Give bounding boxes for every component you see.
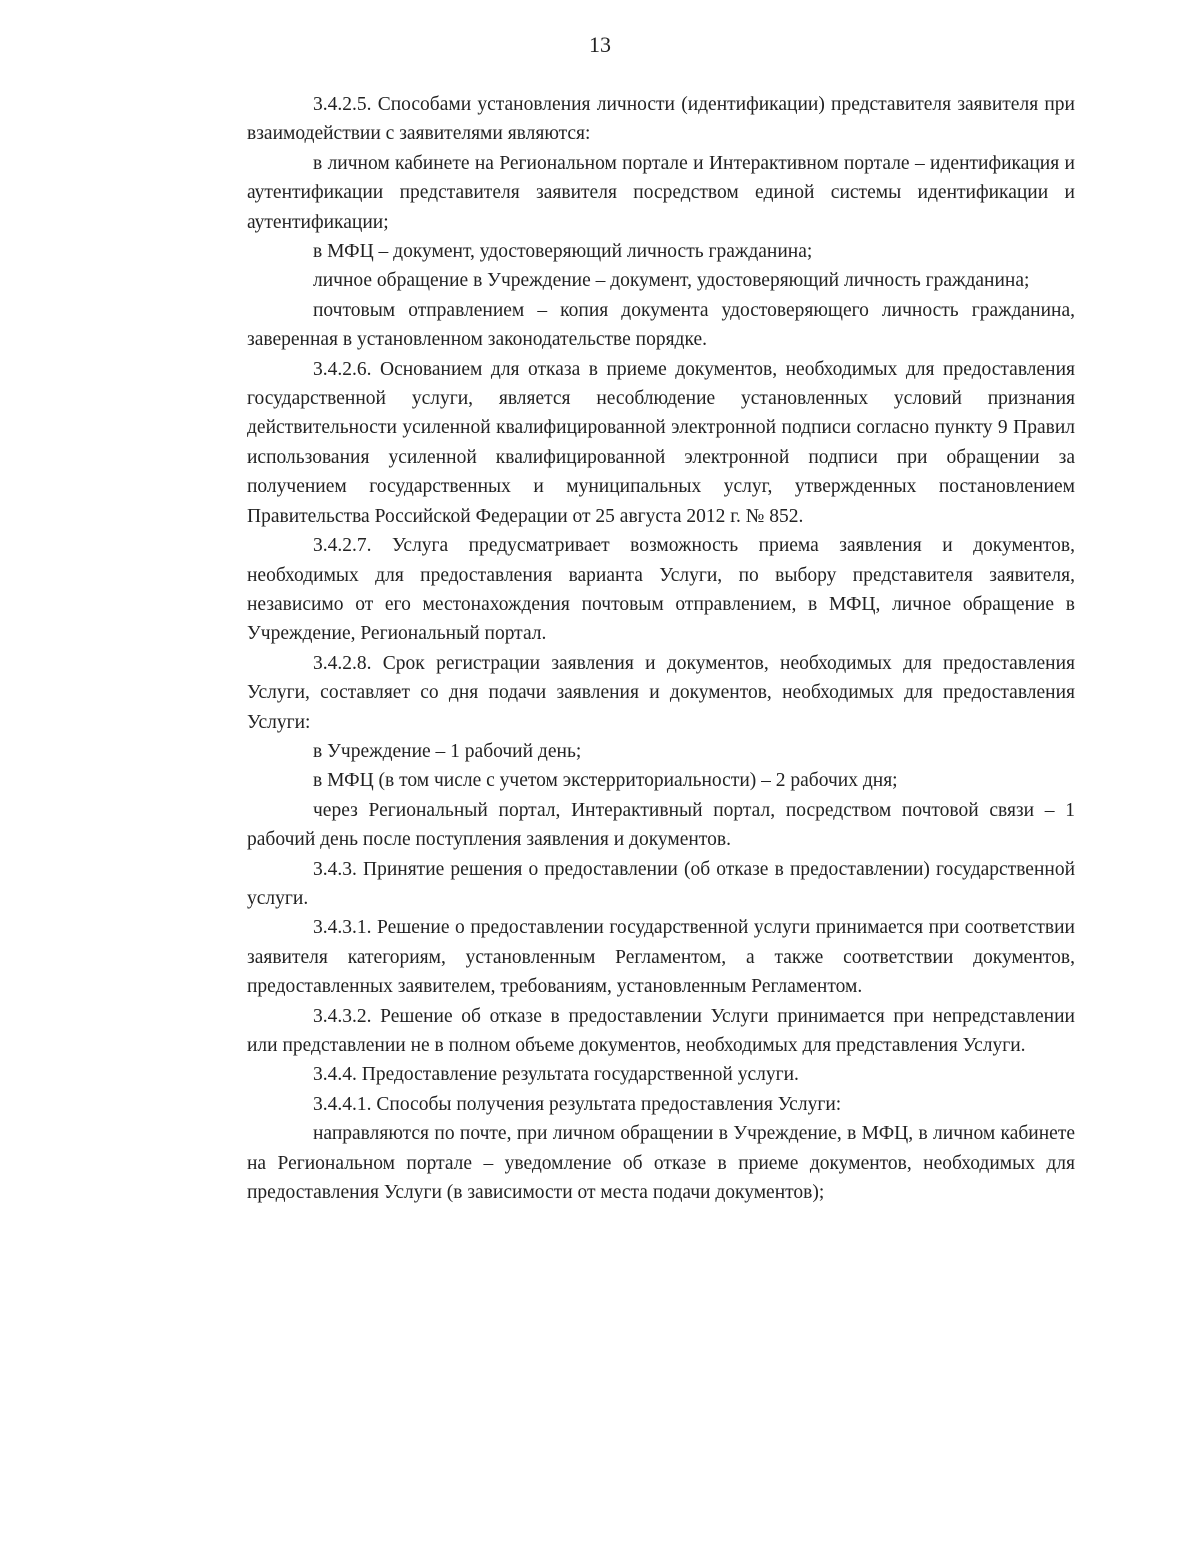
paragraph: в личном кабинете на Региональном портале и Интерактивном портале – идентификация и аутентификации представителя заявителя посредством единой системы идентификации и аутентификации; bbox=[247, 152, 1075, 233]
paragraph: в Учреждение – 1 рабочий день; bbox=[313, 740, 582, 762]
paragraph: в МФЦ – документ, удостоверяющий личность гражданина; bbox=[313, 241, 813, 263]
paragraph: 3.4.2.7. Услуга предусматривает возможность приема заявления и документов, необходимых для предоставления варианта Услуги, по выбору представителя заявителя, независимо от его местонахождения почтовым отправлением, в МФЦ, личное обращение в Учреждение, Региональный портал. bbox=[247, 535, 1075, 645]
paragraph: 3.4.3.1. Решение о предоставлении государственной услуги принимается при соответствии заявителя категориям, установленным Регламентом, а также соответствии документов, предоставленных заявителем, требованиям, установленным Регламентом. bbox=[247, 917, 1075, 998]
paragraph: 3.4.2.6. Основанием для отказа в приеме документов, необходимых для предоставления государственной услуги, является несоблюдение установленных условий признания действительности усиленной квалифицированной электронной подписи согласно пункту 9 Правил использования усиленной квалифицированной электронной подписи при обращении за получением государственных и муниципальных услуг, утвержденных постановлением Правительства Российской Федерации от 25 августа 2012 г. № 852. bbox=[247, 358, 1075, 527]
paragraph: в МФЦ (в том числе с учетом экстерриториальности) – 2 рабочих дня; bbox=[313, 770, 898, 792]
page-number: 13 bbox=[589, 32, 611, 57]
paragraph: направляются по почте, при личном обращении в Учреждение, в МФЦ, в личном кабинете на Региональном портале – уведомление об отказе в приеме документов, необходимых для предоставления Услуги (в зависимости от места подачи документов); bbox=[247, 1123, 1075, 1204]
paragraph: почтовым отправлением – копия документа удостоверяющего личность гражданина, заверенная в установленном законодательстве порядке. bbox=[247, 299, 1075, 351]
paragraph: 3.4.2.8. Срок регистрации заявления и документов, необходимых для предоставления Услуги, составляет со дня подачи заявления и документов, необходимых для предоставления Услуги: bbox=[247, 652, 1075, 733]
paragraph: 3.4.3. Принятие решения о предоставлении (об отказе в предоставлении) государственной услуги. bbox=[247, 858, 1075, 909]
paragraph: 3.4.3.2. Решение об отказе в предоставлении Услуги принимается при непредставлении или представлении не в полном объеме документов, необходимых для представления Услуги. bbox=[247, 1005, 1075, 1056]
paragraph: через Региональный портал, Интерактивный портал, посредством почтовой связи – 1 рабочий день после поступления заявления и документов. bbox=[247, 799, 1075, 851]
document-body bbox=[247, 90, 1075, 1207]
paragraph: 3.4.4. Предоставление результата государственной услуги. bbox=[313, 1064, 799, 1086]
paragraph: 3.4.2.5. Способами установления личности (идентификации) представителя заявителя при взаимодействии с заявителями являются: bbox=[247, 94, 1075, 145]
paragraph: личное обращение в Учреждение – документ, удостоверяющий личность гражданина; bbox=[313, 270, 1030, 292]
paragraph: 3.4.4.1. Способы получения результата предоставления Услуги: bbox=[313, 1093, 842, 1115]
